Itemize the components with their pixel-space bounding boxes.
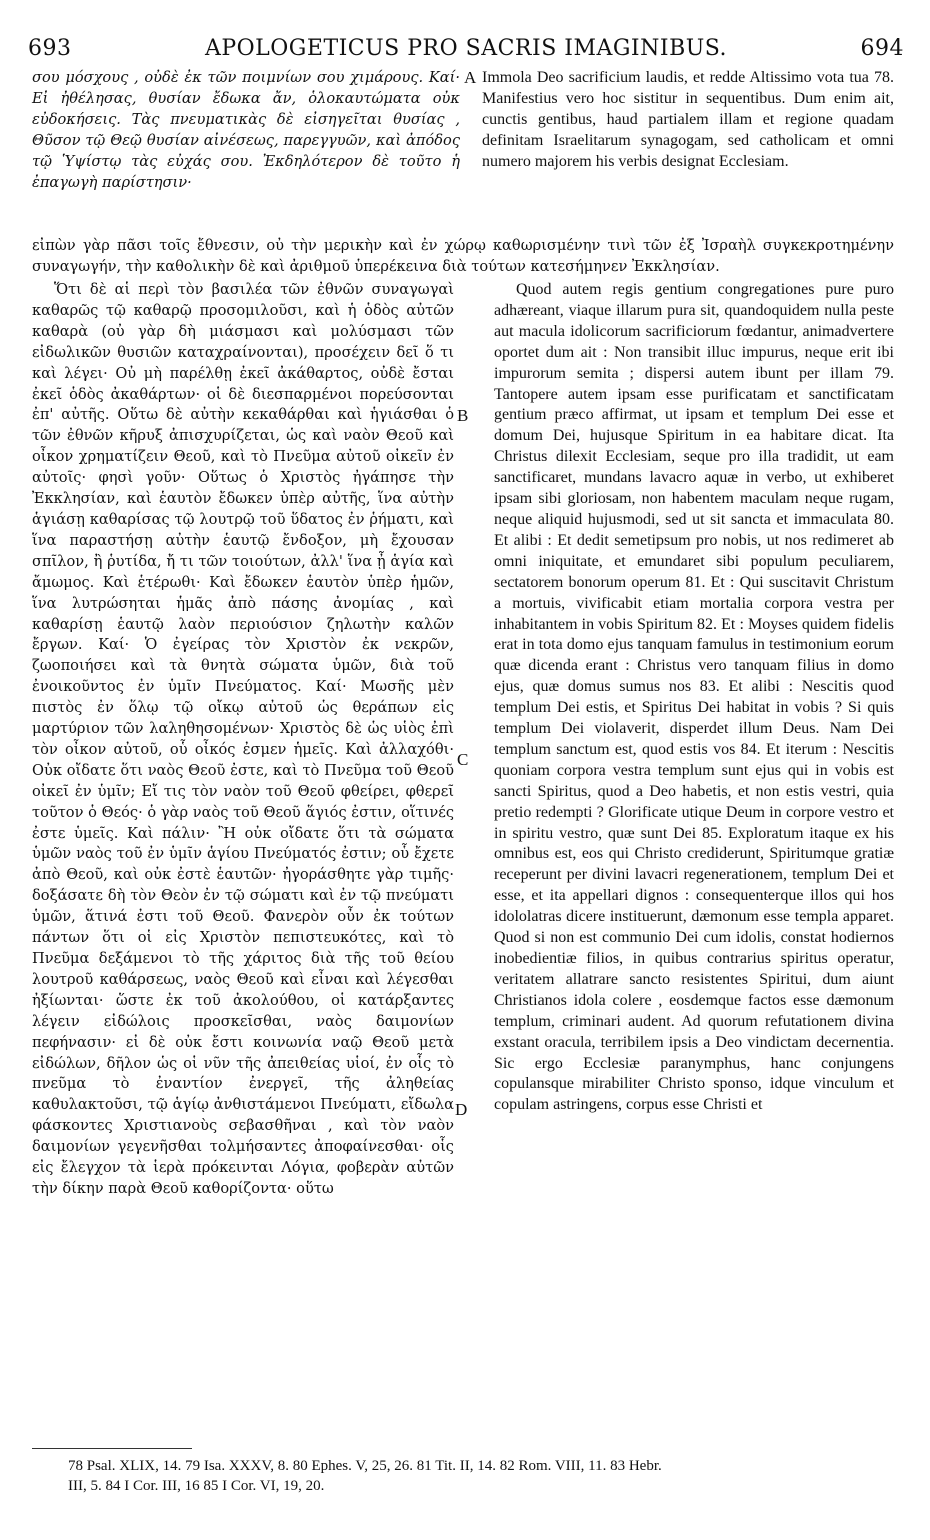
- latin-column-top: [482, 68, 894, 173]
- footnotes: [68, 1456, 888, 1496]
- greek-full-width-text: [32, 236, 894, 278]
- greek-paragraph: σου μόσχους , οὐδὲ ἐκ τῶν ποιμνίων σου χιμάρους. Καί· Εἰ ἠθέλησας, θυσίαν ἔδωκα ἄν, ὁλοκαυτώματα οὐκ εὐδοκήσεις. Τὰς πνευματικὰς δὲ εἰσηγεῖται θυσίας , Θῦσον τῷ Θεῷ θυσίαν αἰνέσεως, παρεγγυῶν, καὶ ἀπόδος τῷ Ὑψίστῳ τὰς εὐχάς σου. Ἐκδηλότερον δὲ τοῦτο ἡ ἐπαγωγὴ παρίστησιν·: [32, 69, 460, 191]
- section-marker-b: B: [457, 406, 469, 425]
- running-header: [28, 36, 904, 66]
- greek-column-top: [32, 68, 460, 193]
- page-number-left: 693: [28, 36, 72, 61]
- page-title: APOLOGETICUS PRO SACRIS IMAGINIBUS.: [204, 36, 728, 61]
- page-number-right: 694: [860, 36, 904, 61]
- greek-paragraph: Ὅτι δὲ αἱ περὶ τὸν βασιλέα τῶν ἐθνῶν συναγωγαὶ καθαρῶς τῷ καθαρῷ προσομιλοῦσι, καὶ ἡ ὁδὸς αὐτῶν καθαρὰ (οὐ γὰρ δὴ μιάσμασι καὶ μολύσμασι τῶν εἰδωλικῶν θυσιῶν καταχραίνονται), προσέχειν δεῖ ὅ τι καὶ λέγει· Οὐ μὴ παρέλθῃ ἐκεῖ ἀκάθαρτος, οὐδὲ ἔσται ἐκεῖ ὁδὸς ἀκαθάρτων· οἱ δὲ διεσπαρμένοι πορεύσονται ἐπ' αὐτῆς. Οὕτω δὲ αὐτὴν κεκαθάρθαι καὶ ἡγιάσθαι ὁ τῶν ἐθνῶν κῆρυξ ἀπισχυρίζεται, ὡς καὶ ναὸν Θεοῦ καὶ οἶκον χρηματίζειν Θεοῦ, καὶ τὸ Πνεῦμα αὐτοῦ οἰκεῖν ἐν αὐτοῖς· φησὶ γοῦν· Οὕτως ὁ Χριστὸς ἠγάπησε τὴν Ἐκκλησίαν, καὶ ἑαυτὸν ἔδωκεν ὑπὲρ αὐτῆς, ἵνα αὐτὴν ἁγιάσῃ καθαρίσας τῷ λουτρῷ τοῦ ὕδατος ἐν ῥήματι, καὶ ἵνα παραστήσῃ αὐτὴν ἑαυτῷ ἔνδοξον, μὴ ἔχουσαν σπῖλον, ἢ ῥυτίδα, ἤ τι τῶν τοιούτων, ἀλλ' ἵνα ᾖ ἁγία καὶ ἄμωμος. Καὶ ἑτέρωθι· Καὶ ἔδωκεν ἑαυτὸν ὑπὲρ ἡμῶν, ἵνα λυτρώσηται ἡμᾶς ἀπὸ πάσης ἀνομίας , καὶ καθαρίσῃ ἑαυτῷ λαὸν περιούσιον ζηλωτὴν καλῶν ἔργων. Καί· Ὁ ἐγείρας τὸν Χριστὸν ἐκ νεκρῶν, ζωοποιήσει καὶ τὰ θνητὰ σώματα ὑμῶν, διὰ τοῦ ἐνοικοῦντος ἐν ὑμῖν Πνεύματος. Καί· Μωσῆς μὲν πιστὸς ἐν ὅλῳ τῷ οἴκῳ αὐτοῦ ὡς θεράπων εἰς μαρτύριον τῶν λαληθησομένων· Χριστὸς δὲ ὡς υἱὸς ἐπὶ τὸν οἶκον αὐτοῦ, οὗ οἶκός ἐσμεν ἡμεῖς. Καὶ ἀλλαχόθι· Οὐκ οἴδατε ὅτι ναὸς Θεοῦ ἐστε, καὶ τὸ Πνεῦμα τοῦ Θεοῦ οἰκεῖ ἐν ὑμῖν; Εἴ τις τὸν ναὸν τοῦ Θεοῦ φθείρει, φθερεῖ τοῦτον ὁ Θεός· ὁ γὰρ ναὸς τοῦ Θεοῦ ἅγιός ἐστιν, οἵτινές ἐστε ὑμεῖς. Καὶ πάλιν· Ἢ οὐκ οἴδατε ὅτι τὰ σώματα ὑμῶν ναὸς τοῦ ἐν ὑμῖν ἁγίου Πνεύματός ἐστιν; οὗ ἔχετε ἀπὸ Θεοῦ, καὶ οὐκ ἐστὲ ἑαυτῶν· ἠγοράσθητε γὰρ τιμῆς· δοξάσατε δὴ τὸν Θεὸν ἐν τῷ σώματι καὶ ἐν τῷ πνεύματι ὑμῶν, ἅτινά ἐστι τοῦ Θεοῦ. Φανερὸν οὖν ἐκ τούτων πάντων ὅτι οἱ εἰς Χριστὸν πεπιστευκότες, καὶ τὸ Πνεῦμα δεξάμενοι τὸ τῆς χάριτος διὰ τῆς τοῦ θείου λουτροῦ καθάρσεως, ναὸς Θεοῦ καὶ εἶναι καὶ λέγεσθαι ἠξίωνται· ὥστε ἐκ τοῦ ἀκολούθου, οἱ κατάρξαντες λέγειν εἰδώλοις προσκεῖσθαι, ναὸς δαιμονίων πεφήνασιν· εἰ δὲ οὐκ ἔστι κοινωνία ναῷ Θεοῦ μετὰ εἰδώλων, δῆλον ὡς οἱ νῦν τῆς ἀπειθείας υἱοί, ἐν οἷς τὸ πνεῦμα τὸ ἐναντίον ἐνεργεῖ, τῆς ἀληθείας καθυλακτοῦσι, τῷ ἁγίῳ ἀνθιστάμενοι Πνεύματι, εἴδωλα φάσκοντες Χριστιανοὺς σεβασθῆναι , καὶ τὸν ναὸν δαιμονίων γεγενῆσθαι τολμήσαντες ἀποφαίνεσθαι· οἷς εἰς ἔλεγχον τὰ ἱερὰ πρόκεινται Λόγια, φοβερὰν αὐτῶν τὴν δίκην παρὰ Θεοῦ καθορίζοντα· οὕτω: [32, 281, 454, 1197]
- footnote-line: III, 5. 84 I Cor. III, 16 85 I Cor. VI, 19, 20.: [68, 1478, 325, 1494]
- greek-column-main: [32, 280, 454, 1200]
- latin-paragraph: Quod autem regis gentium congregationes pure puro adhæreant, viaque illarum pura sit, quandoquidem nulla peste aut macula idolicorum sacrificiorum fœdantur, animadvertere oportet dum ait : Non transibit illuc impurus, neque erit ibi impurorum semita ; dispersi autem ibunt per illam 79. Tantopere autem ipsam esse purificatam et sanctificatam gentium præco affirmat, ut ipsam et templum Dei esse et domum Dei, hujusque Spiritum in ea habitare dicat. Ita Christus dilexit Ecclesiam, seque pro illa tradidit, ut eam sanctificaret, mundans lavacro aquæ in verbo, ut exhiberet ipsam sibi gloriosam, non habentem maculam neque rugam, neque aliquid hujusmodi, sed ut sit sancta et immaculata 80. Et alibi : Et dedit semetipsum pro nobis, ut nos redimeret ab omni iniquitate, et emundaret sibi populum peculiarem, sectatorem bonorum operum 81. Et : Qui suscitavit Christum a mortuis, vivificabit etiam mortalia corpora vestra per inhabitantem in vobis Spiritum 82. Et : Moyses quidem fidelis erat in tota domo ejus tanquam famulus in testimonium eorum quæ dicenda erant : Christus vero tanquam filius in domo ejus, quæ domus sumus nos 83. Et alibi : Nescitis quod templum Dei estis, et Spiritus Dei habitat in vobis ? Si quis templum Dei violaverit, disperdet illum Deus. Nam Dei templum sanctum est, quod estis vos 84. Et iterum : Nescitis quoniam corpora vestra templum sunt ejus qui in vobis est sancti Spiritus, quod a Deo habetis, et non estis vestri, quia pretio redempti ? Glorificate utique Deum in corpore vestro et in spiritu vestro, quæ sunt Dei 85. Exploratum itaque ex his omnibus est, eos qui Christo crediderunt, Spiritumque gratiæ receperunt per divini lavacri regenerationem, templum Dei et esse, et ita appellari dignos : consequenterque illos qui hos idololatras dicere instituerunt, dæmonum esse templa apparet. Quod si non est communio Dei cum idolis, constat hodiernos inobedientiæ filios, in quibus contrarius spiritus operatur, veritatem allatrare sancto resistentes Spiritui, dum aiunt Christianos idola colere , eosdemque factos esse dæmonum templum, criminari audent. Ad quorum refutationem divina exstant oracula, terribilem ipsis a Deo vindictam decernentia. Sic ergo Ecclesiæ paranymphus, hanc conjungens copulansque mirabiliter Christo sponso, idque vinculum et copulam astringens, corpus esse Christi et: [494, 281, 894, 1114]
- footnote-line: 78 Psal. XLIX, 14. 79 Isa. XXXV, 8. 80 Ephes. V, 25, 26. 81 Tit. II, 14. 82 Rom. VIII, 11. 83 Hebr.: [68, 1458, 662, 1474]
- section-marker-a: A: [464, 68, 477, 87]
- footnote-rule: [32, 1448, 192, 1449]
- greek-paragraph: εἰπὼν γὰρ πᾶσι τοῖς ἔθνεσιν, οὐ τὴν μερικὴν καὶ ἐν χώρῳ καθωρισμένην τινὶ τῶν ἐξ Ἰσραὴλ συγκεκροτημένην συναγωγήν, τὴν καθολικὴν δὲ καὶ ἀριθμοῦ ὑπερέκεινα διὰ τούτων κατεσήμηνεν Ἐκκλησίαν.: [32, 237, 894, 275]
- section-marker-d: D: [455, 1100, 468, 1119]
- latin-column-main: [494, 280, 894, 1116]
- latin-paragraph: Immola Deo sacrificium laudis, et redde Altissimo vota tua 78. Manifestius vero hoc sistitur in sequentibus. Dum enim ait, cunctis gentibus, haud partialem illam et regione quadam definitam Israelitarum synagogam, sed catholicam et omni numero majorem his verbis designat Ecclesiam.: [482, 69, 894, 170]
- section-marker-c: C: [457, 750, 469, 769]
